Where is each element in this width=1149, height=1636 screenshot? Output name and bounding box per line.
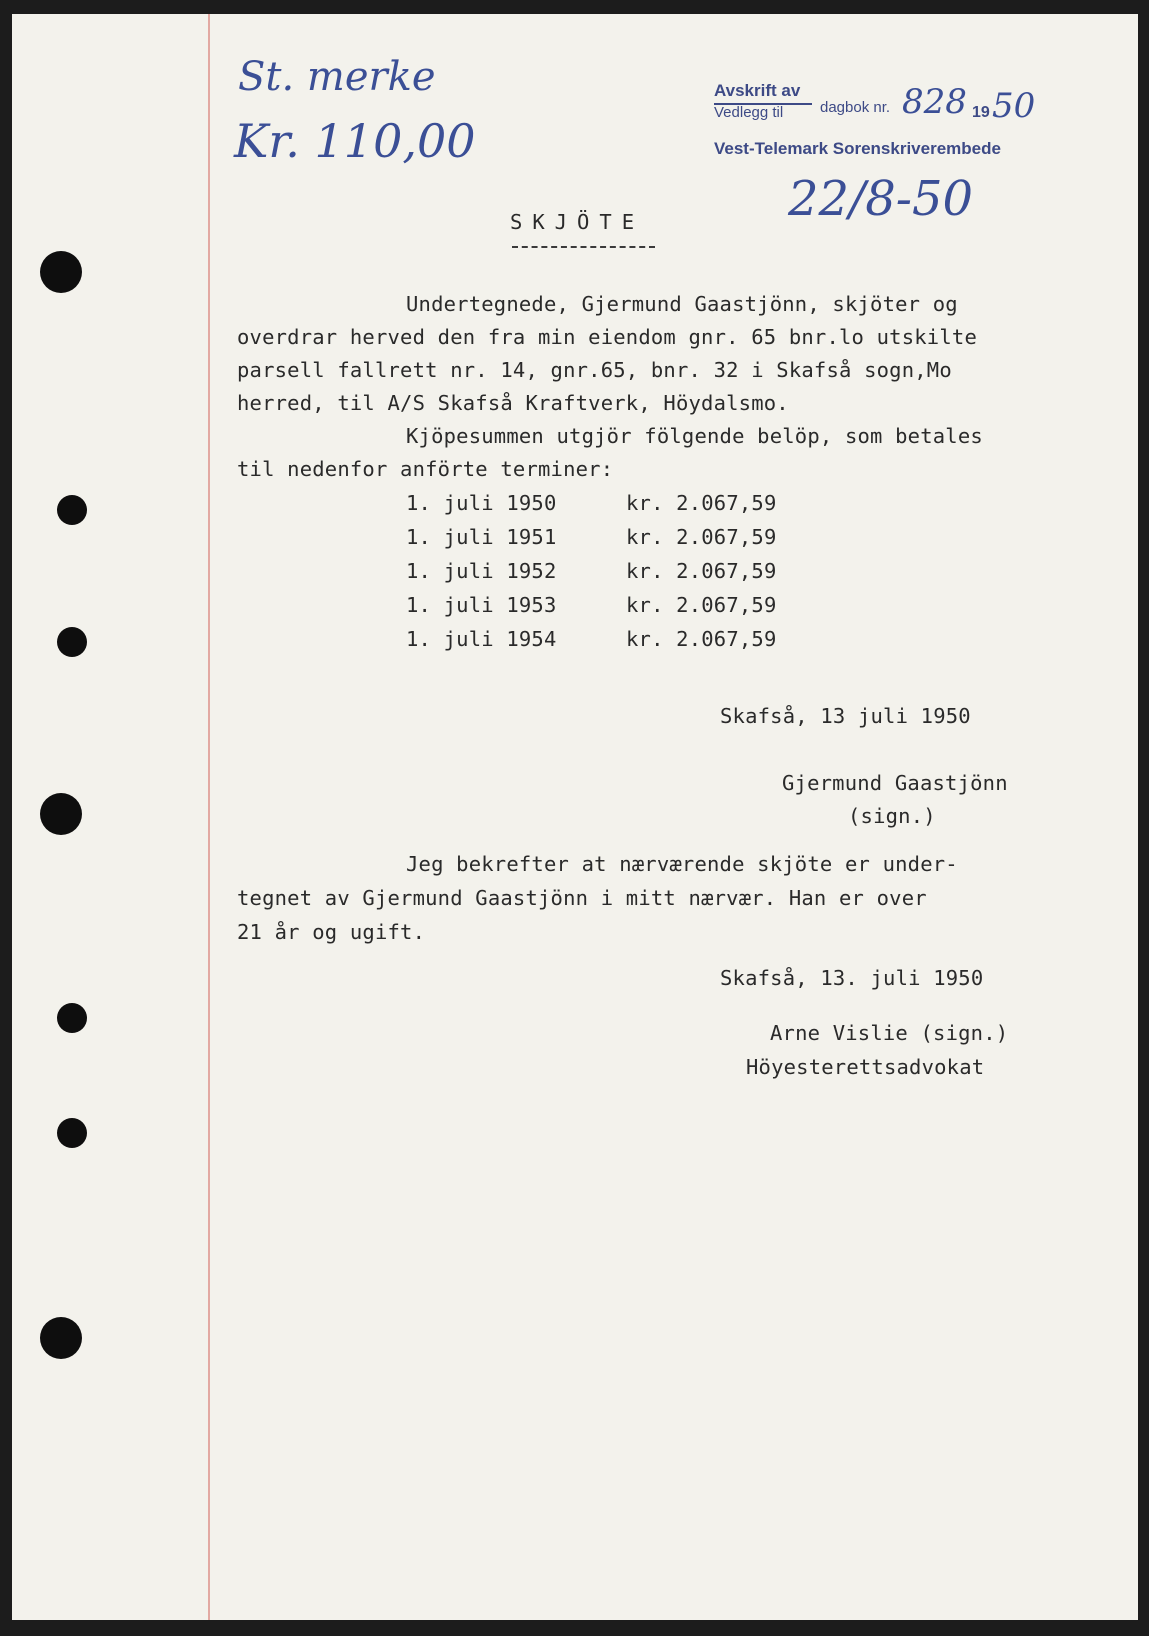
handwritten-year-suffix: 50 — [992, 86, 1036, 126]
stamp-year-prefix: 19 — [972, 104, 990, 121]
handwritten-dagbok-number: 828 — [902, 82, 967, 122]
witness-line: 21 år og ugift. — [237, 920, 426, 944]
term-amount: kr. 2.067,59 — [626, 559, 777, 583]
term-date: 1. juli 1954 — [406, 627, 557, 651]
punch-hole — [57, 627, 87, 657]
signer-sign: (sign.) — [848, 804, 936, 828]
document-page — [12, 14, 1138, 1620]
term-amount: kr. 2.067,59 — [626, 491, 777, 515]
document-title: SKJÖTE — [510, 210, 645, 234]
signer-title: Höyesterettsadvokat — [746, 1055, 985, 1079]
witness-line: Jeg bekrefter at nærværende skjöte er under- — [406, 852, 958, 876]
body-line: parsell fallrett nr. 14, gnr.65, bnr. 32 i Skafså sogn,Mo — [237, 358, 952, 382]
body-line: herred, til A/S Skafså Kraftverk, Höydalsmo. — [237, 391, 789, 415]
term-date: 1. juli 1951 — [406, 525, 557, 549]
stamp-line1: Avskrift av — [714, 81, 801, 100]
term-date: 1. juli 1953 — [406, 593, 557, 617]
term-amount: kr. 2.067,59 — [626, 593, 777, 617]
handwritten-stamp-note: St. merke — [238, 54, 436, 100]
punch-hole — [40, 1317, 82, 1359]
stamp-line2: Vedlegg til — [714, 104, 784, 121]
term-amount: kr. 2.067,59 — [626, 525, 777, 549]
body-line: til nedenfor anförte terminer: — [237, 457, 614, 481]
title-underline — [512, 246, 655, 248]
body-line: Kjöpesummen utgjör fölgende belöp, som betales — [406, 424, 983, 448]
term-date: 1. juli 1950 — [406, 491, 557, 515]
punch-hole — [57, 1118, 87, 1148]
stamp-office: Vest-Telemark Sorenskriverembede — [714, 139, 1001, 158]
term-date: 1. juli 1952 — [406, 559, 557, 583]
term-amount: kr. 2.067,59 — [626, 627, 777, 651]
punch-hole — [57, 1003, 87, 1033]
punch-hole — [40, 793, 82, 835]
punch-hole — [40, 251, 82, 293]
handwritten-date: 22/8-50 — [788, 171, 974, 227]
place-date: Skafså, 13. juli 1950 — [720, 966, 984, 990]
body-line: overdrar herved den fra min eiendom gnr. 65 bnr.lo utskilte — [237, 325, 977, 349]
punch-hole — [57, 495, 87, 525]
margin-line — [208, 14, 210, 1620]
handwritten-amount: Kr. 110,00 — [234, 114, 476, 168]
witness-line: tegnet av Gjermund Gaastjönn i mitt nærvær. Han er over — [237, 886, 927, 910]
stamp-dagbok-label: dagbok nr. — [820, 99, 891, 116]
body-line: Undertegnede, Gjermund Gaastjönn, skjöter og — [406, 292, 958, 316]
signer-name: Arne Vislie (sign.) — [770, 1021, 1009, 1045]
signer-name: Gjermund Gaastjönn — [782, 771, 1008, 795]
place-date: Skafså, 13 juli 1950 — [720, 704, 971, 728]
